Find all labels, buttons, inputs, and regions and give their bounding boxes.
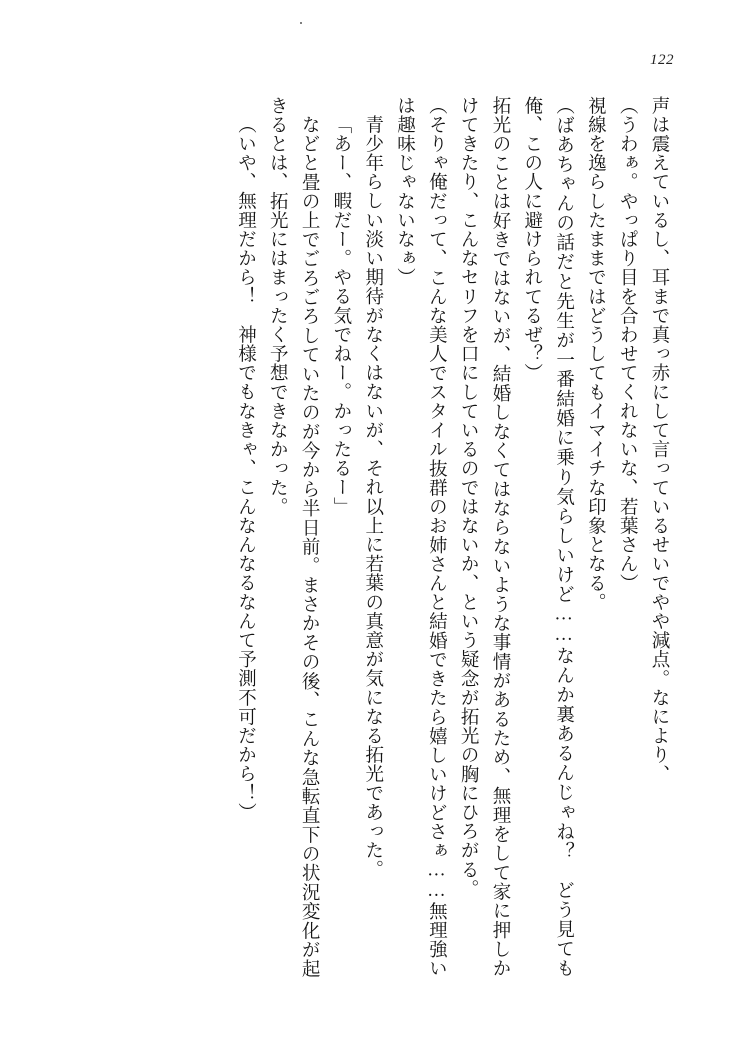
paragraph: （そりゃ俺だって、こんな美人でスタイル抜群のお姉さんと結婚できたら嬉しいけどさぁ……無理強いは趣味じゃないなぁ） bbox=[394, 96, 447, 978]
page-number: 122 bbox=[650, 52, 674, 68]
page-speck bbox=[300, 22, 302, 24]
paragraph: などと畳の上でごろごろしていたのが今から半日前。まさかその後、こんな急転直下の状況変化が起きるとは、拓光にはまったく予想できなかった。 bbox=[267, 96, 320, 978]
paragraph: 拓光のことは好きではないが、結婚しなくてはならないような事情があるため、無理をして家に押しかけてきたり、こんなセリフを口にしているのではないか、という疑念が拓光の胸にひろがる。 bbox=[458, 96, 510, 978]
paragraph: （ばあちゃんの話だと先生が一番結婚に乗り気らしいけど……なんか裏あるんじゃね？ どう見ても俺、この人に避けられてるぜ？） bbox=[521, 96, 574, 978]
page-body-text bbox=[96, 96, 674, 978]
paragraph: 青少年らしい淡い期待がなくはないが、それ以上に若葉の真意が気になる拓光であった。 bbox=[362, 114, 383, 879]
paragraph: 声は震えているし、耳まで真っ赤にして言っているせいでやや減点。なにより、 bbox=[649, 96, 669, 784]
paragraph: 視線を逸らしたままではどうしてもイマイチな印象となる。 bbox=[585, 96, 606, 612]
paragraph: 「あー、暇だー。やる気でねー。かったるー」 bbox=[330, 114, 351, 516]
paragraph: （いや、無理だから！ 神様でもなきゃ、こんなんなるなんて予測不可だから！） bbox=[235, 114, 256, 822]
paragraph: （うわぁ。やっぱり目を合わせてくれないな、若葉さん） bbox=[617, 96, 638, 593]
